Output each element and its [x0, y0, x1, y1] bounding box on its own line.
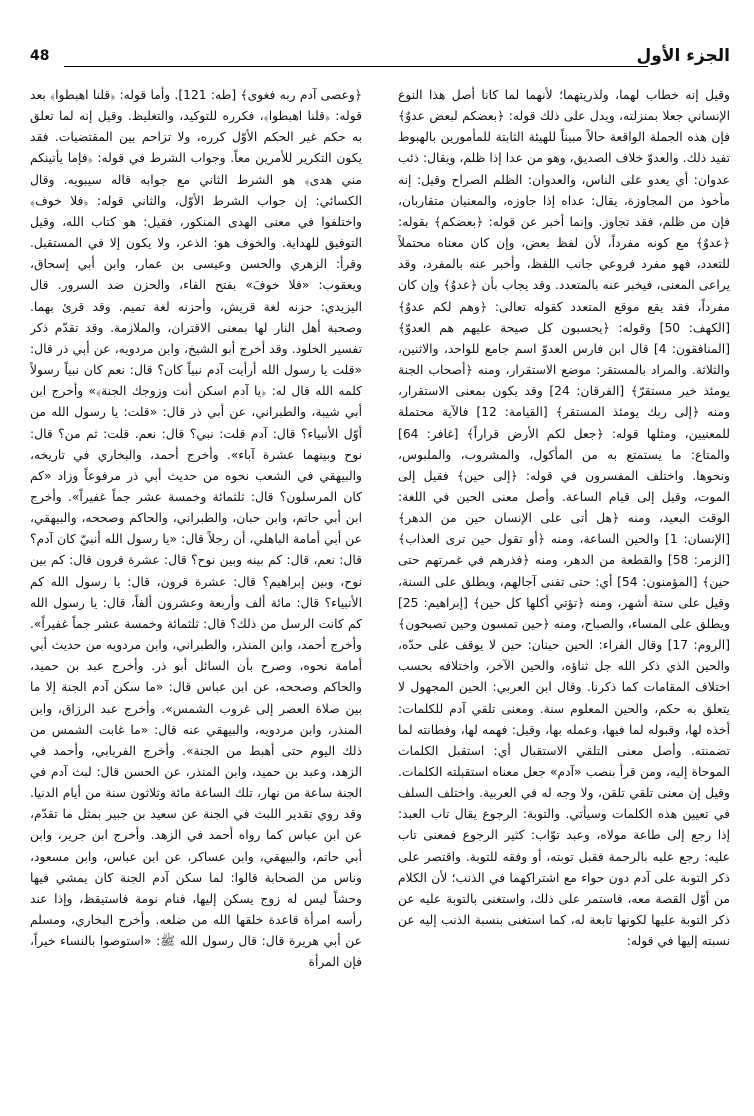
page-header: [30, 44, 730, 74]
column-right-text: وقيل إنه خطاب لهما، ولذريتهما؛ لأنهما لما كانا أصل هذا النوع الإنساني جعلا بمنزلته، ويدل على ذلك قوله: ﴿بعضكم لبعض عدوٌ﴾ فإن هذه الجملة الواقعة حالاً مبيناً للهيئة الثابتة للمأمورين بالهبوط تفيد ذلك. والعدوّ خلاف الصديق، وهو من عدا إذا ظلم، ويقال: ذئب عدوان: أي يعدو على الناس، والعدوان: الظلم الصراح وقيل: إنه مأخوذ من المجاوزة، يقال: عداه إذا جاوزه، والمعنيان متقاربان، فإن من ظلم، فقد تجاوز. وإنما أخبر عن قوله: ﴿بعضكم﴾ بقوله: ﴿عدوٌ﴾ مع كونه مفرداً، لأن لفظ بعض، وإن كان معناه محتملاً للتعدد، فهو مفرد فروعي جانب اللفظ، وأخبر عنه بالمفرد، وقد يراعى المعنى، فيخبر عنه بالمتعدد. وقد يجاب بأن ﴿عدوٌ﴾ وإن كان مفرداً، فقد يقع موقع المتعدد كقوله تعالى: ﴿وهم لكم عدوٌ﴾ [الكهف: 50] وقوله: ﴿يحسبون كل صيحة عليهم هم العدوّ﴾ [المنافقون: 4] قال ابن فارس العدوّ اسم جامع للواحد، والاثنين، والثلاثة. والمراد بالمستقر: موضع الاستقرار، ومنه ﴿أصحاب الجنة يومئذ خير مستقرّ﴾ [الفرقان: 24] وقد يكون بمعنى الاستقرار، ومنه ﴿إلى ربك يومئذ المستقر﴾ [القيامة: 12] فالآية محتملة للمعنيين، ومثلها قوله: ﴿جعل لكم الأرض قراراً﴾ [غافر: 64] والمتاع: ما يستمتع به من المأكول، والمشروب، والملبوس، ونحوها. واختلف المفسرون في قوله: ﴿إلى حين﴾ فقيل إلى الموت، وقيل إلى قيام الساعة. وأصل معنى الحين في اللغة: الوقت البعيد، ومنه ﴿هل أتى على الإنسان حين من الدهر﴾ [الإنسان: 1] والحين الساعة، ومنه ﴿أو تقول حين ترى العذاب﴾ [الزمر: 58] والقطعة من الدهر، ومنه ﴿فذرهم في غمرتهم حتى حين﴾ [المؤمنون: 54] أي: حتى تفنى آجالهم، ويطلق على السنة، وقيل على ستة أشهر، ومنه ﴿تؤتي أكلها كل حين﴾ [إبراهيم: 25] ويطلق على المساء، والصباح، ومنه ﴿حين تمسون وحين تصبحون﴾ [الروم: 17] وقال الفراء: الحين حينان: حين لا يوقف على حدّه، والحين الذي ذكر الله جل ثناؤه، والحين الآخر، واختلافه بحسب اختلاف المقامات كما ذكرنا. وقال ابن العربي: الحين المجهول لا يتعلق به حكم، والحين المعلوم سنة. ومعنى تلقي آدم للكلمات: أخذه لها، وقبوله لما فيها، وعمله بها، وقيل: فهمه لها، وفطانته لما تضمنته. وأصل معنى التلقي الاستقبال أي: استقبل الكلمات الموحاة إليه، ومن قرأ بنصب «آدم» جعل معناه استقبلته الكلمات. وقيل إن معنى تلقي تلقن، ولا وجه له في العربية. واختلف السلف في تعيين هذه الكلمات وسيأتي. والتوبة: الرجوع يقال تاب العبد: إذا رجع إلى طاعة مولاه، وعبد توّاب: كثير الرجوع فمعنى تاب عليه: رجع عليه بالرحمة فقبل توبته، أو وفقه للتوبة. واقتصر على ذكر التوبة على آدم دون حواء مع اشتراكهما في الذنب؛ لأن الكلام من أوّل القصة معه، فاستمر على ذلك، واستغنى بالتوبة عليه عن ذكر التوبة عليها لكونها تابعة له، كما استغنى بنسبة الذنب إليه عن نسبته إليها في قوله:: [398, 88, 730, 949]
page-number: 48: [30, 48, 50, 64]
text-column-left: [30, 85, 362, 1095]
text-column-right: [398, 85, 730, 1095]
column-left-text: ﴿وعصى آدم ربه فغوى﴾ [طه: 121]. وأما قوله: ﴿قلنا اهبطوا﴾ بعد قوله: ﴿قلنا اهبطوا﴾، فكرره للتوكيد، والتغليظ. وقيل إنه لما تعلق به حكم غير الحكم الأوّل كرره، ولا تزاحم بين المقتضيات. فقد يكون التكرير للأمرين معاً. وجواب الشرط في قوله: ﴿فإما يأتينكم مني هدى﴾ هو الشرط الثاني مع جوابه قاله سيبويه. وقال الكسائي: إن جواب الشرط الأوّل، والثاني قوله: ﴿فلا خوف﴾ واختلفوا في معنى الهدى المنكور، فقيل: هو كتاب الله، وقيل التوفيق للهداية. والخوف هو: الذعر، ولا يكون إلا في المستقبل. وقرأ: الزهري والحسن وعيسى بن عمار، وابن أبي إسحاق، ويعقوب: «فلا خوفَ» بفتح الفاء، والحزن ضد السرور. قال اليزيدي: حزنه لغة قريش، وأحزنه لغة تميم. وقد قرئ بهما. وصحبة أهل النار لها بمعنى الاقتران، والملازمة. وقد تقدّم ذكر تفسير الخلود. وقد أخرج أبو الشيخ، وابن مردويه، عن أبي ذر قال: «قلت يا رسول الله أرأيت آدم نبياً كان؟ قال: نعم كان نبياً رسولاً كلمه الله قال له: ﴿يا آدم اسكن أنت وزوجك الجنة﴾» وأخرج ابن أبي شيبة، والطبراني، عن أبي ذر قال: «قلت: يا رسول الله من أوّل الأنبياء؟ قال: آدم قلت: نبي؟ قال: نعم. قلت: ثم من؟ قال: نوح وبينهما عشرة آباء». وأخرج أحمد، والبخاري في تاريخه، والبيهقي في الشعب نحوه من حديث أبي ذر مرفوعاً وزاد «كم كان المرسلون؟ قال: ثلثمائة وخمسة عشر جماً غفيراً». وأخرج ابن أبي حاتم، وابن حبان، والطبراني، والحاكم وصححه، والبيهقي، عن أبي أمامة الباهلي، أن رجلاً قال: «يا رسول الله أنبيّ كان آدم؟ قال: نعم، قال: كم بينه وبين نوح؟ قال: عشرة قرون قال: كم بين نوح، وبين إبراهيم؟ قال: عشرة قرون، قال: يا رسول الله كم الأنبياء؟ قال: مائة ألف وأربعة وعشرون ألفاً، قال: يا رسول الله كم كانت الرسل من ذلك؟ قال: ثلثمائة وخمسة عشر جماً غفيراً». وأخرج أحمد، وابن المنذر، والطبراني، وابن مردويه من حديث أبي أمامة نحوه، وصرح بأن السائل أبو ذر. وأخرج عبد بن حميد، والحاكم وصححه، عن ابن عباس قال: «ما سكن آدم الجنة إلا ما بين صلاة العصر إلى غروب الشمس». وأخرج عبد الرزاق، وابن المنذر، وابن مردويه، والبيهقي عنه قال: «ما غابت الشمس من ذلك اليوم حتى أهبط من الجنة». وأخرج الفريابي، وأحمد في الزهد، وعبد بن حميد، وابن المنذر، عن الحسن قال: لبث آدم في الجنة ساعة من نهار، تلك الساعة مائة وثلاثون سنة من أيام الدنيا. وقد روي تقدير اللبث في الجنة عن سعيد بن جبير بمثل ما تقدّم، عن ابن عباس كما رواه أحمد في الزهد. وأخرج ابن جرير، وابن أبي حاتم، والبيهقي، وابن عساكر، عن ابن عباس، وابن مسعود، وناس من الصحابة قالوا: لما سكن آدم الجنة كان يمشي فيها وحشاً ليس له زوج يسكن إليها، فنام نومة فاستيقظ، وإذا عند رأسه امرأة قاعدة خلقها الله من ضلعه. وأخرج البخاري، ومسلم عن أبي هريرة قال: قال رسول الله ﷺ: «استوصوا بالنساء خيراً، فإن المرأة: [30, 88, 362, 970]
header-rule: [64, 66, 648, 67]
running-title: الجزء الأول: [636, 46, 730, 66]
